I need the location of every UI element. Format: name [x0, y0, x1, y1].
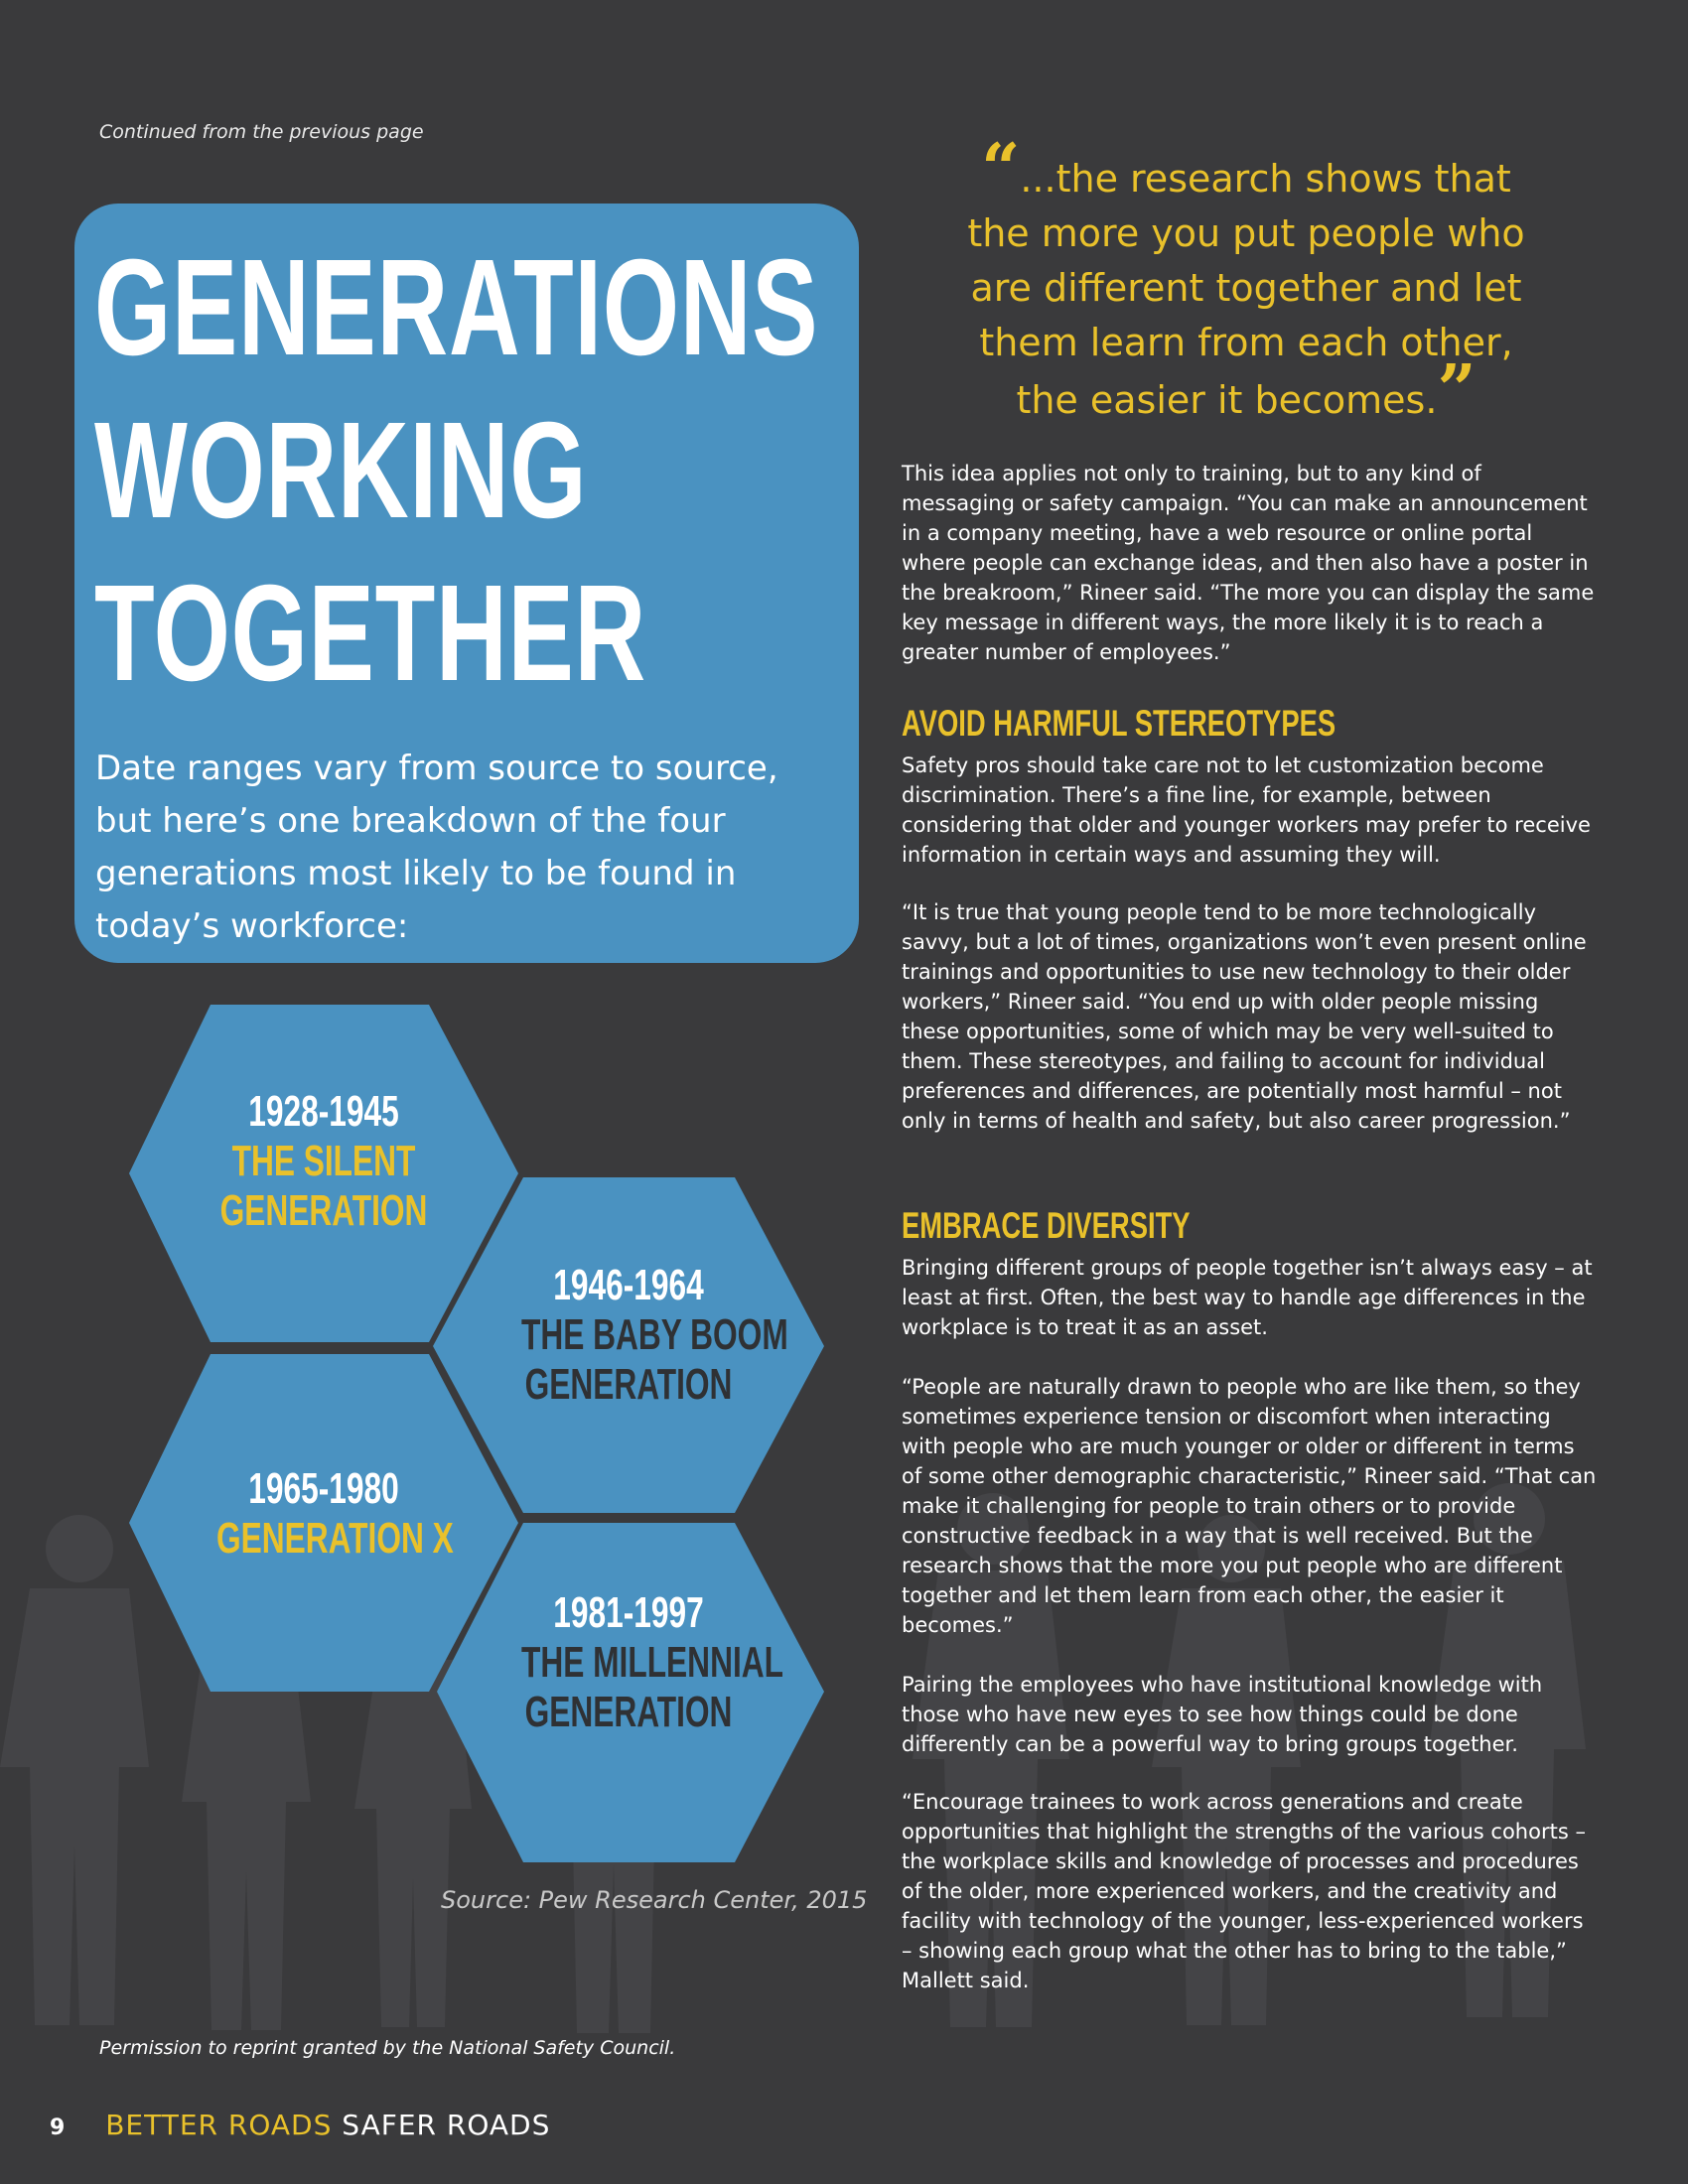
pull-quote — [933, 129, 1559, 430]
generation-name: THE BABY BOOM — [521, 1310, 788, 1359]
title-line: WORKING — [94, 394, 588, 547]
permission-note: Permission to reprint granted by the National Safety Council. — [99, 2037, 676, 2059]
generation-name: GENERATION — [524, 1360, 733, 1409]
title-line: GENERATIONS — [94, 231, 819, 384]
body-paragraph: Bringing different groups of people together isn’t always easy – at least at first. Often, the best way to handle age differences in the workplace is to treat it as an asset. — [902, 1256, 1593, 1339]
generation-years: 1946-1964 — [553, 1261, 704, 1309]
generation-millennial — [480, 1588, 783, 1737]
generation-name: GENERATION — [524, 1688, 733, 1736]
quote-line: are different together and let — [970, 266, 1522, 310]
quote-line: the more you put people who — [967, 211, 1525, 255]
close-quote-mark: ” — [1437, 350, 1477, 430]
generation-baby-boom — [480, 1261, 788, 1410]
quote-line: the easier it becomes. — [1016, 378, 1438, 422]
title-line: TOGETHER — [94, 557, 646, 710]
body-paragraph: “People are naturally drawn to people who are like them, so they sometimes experience tension or discomfort when interacting with people who are much younger or older or different in terms of some other demographic characteristic,” Rineer said. “That can make it challenging for people to train others or to provide constructive feedback in a way that is well received. But the research shows that the more you put people who are different together and let them learn from each other, the easier it becomes.” — [902, 1375, 1597, 1637]
body-paragraph: “It is true that young people tend to be more technologically savvy, but a lot of times, organizations won’t even present online trainings and opportunities to use new technology to their older workers,” Rineer said. “You end up with older people missing these opportunities, some of which may be very well-suited to them. These stereotypes, and failing to account for individual preferences and differences, are potentially most harmful – not only in terms of health and safety, but also career progression.” — [902, 900, 1587, 1133]
generation-years: 1981-1997 — [553, 1588, 704, 1637]
body-paragraph: Pairing the employees who have institutional knowledge with those who have new eyes to see how things could be done differently can be a powerful way to bring groups together. — [902, 1673, 1543, 1756]
generation-years: 1928-1945 — [248, 1087, 399, 1136]
open-quote-mark: “ — [981, 129, 1021, 208]
source-credit: Source: Pew Research Center, 2015 — [441, 1886, 868, 1914]
page-number: 9 — [50, 2116, 67, 2140]
body-paragraph: This idea applies not only to training, but to any kind of messaging or safety campaign. “You can make an announcement in a company meeting, have a web resource or online portal where people can exchange ideas, and then also have a poster in the breakroom,” Rineer said. “The more you can display the same key message in different ways, the more likely it is to reach a greater number of employees.” — [902, 462, 1595, 664]
page-footer — [50, 2109, 550, 2141]
generation-name: THE MILLENNIAL — [521, 1638, 783, 1687]
brand-safer-roads: SAFER ROADS — [342, 2109, 551, 2141]
generation-name: GENERATION X — [216, 1514, 454, 1563]
section-heading: AVOID HARMFUL STEREOTYPES — [902, 703, 1336, 744]
brand-better-roads: BETTER ROADS — [105, 2109, 333, 2141]
generation-silent — [175, 1087, 473, 1236]
section-heading: EMBRACE DIVERSITY — [902, 1205, 1191, 1246]
continued-note: Continued from the previous page — [99, 121, 424, 143]
generation-years: 1965-1980 — [248, 1464, 399, 1513]
intro-text: Date ranges vary from source to source, but here’s one breakdown of the four generations most likely to be found in today’s workforce: — [95, 749, 778, 946]
quote-line: ...the research shows that — [1020, 157, 1511, 201]
generation-x — [175, 1464, 473, 1564]
body-paragraph: Safety pros should take care not to let customization become discrimination. There’s a fine line, for example, between considering that older and younger workers may prefer to receive information in certain ways and assuming they will. — [902, 753, 1591, 867]
generation-name: THE SILENT — [231, 1137, 416, 1185]
quote-line: them learn from each other, — [979, 321, 1513, 364]
generation-name: GENERATION — [219, 1186, 428, 1235]
body-paragraph: “Encourage trainees to work across generations and create opportunities that highlight the strengths of the various cohorts – the workplace skills and knowledge of processes and procedures of the older, more experienced workers, and the creativity and facility with technology of the younger, less-experienced workers – showing each group what the other has to bring to the table,” Mallett said. — [902, 1790, 1586, 1992]
